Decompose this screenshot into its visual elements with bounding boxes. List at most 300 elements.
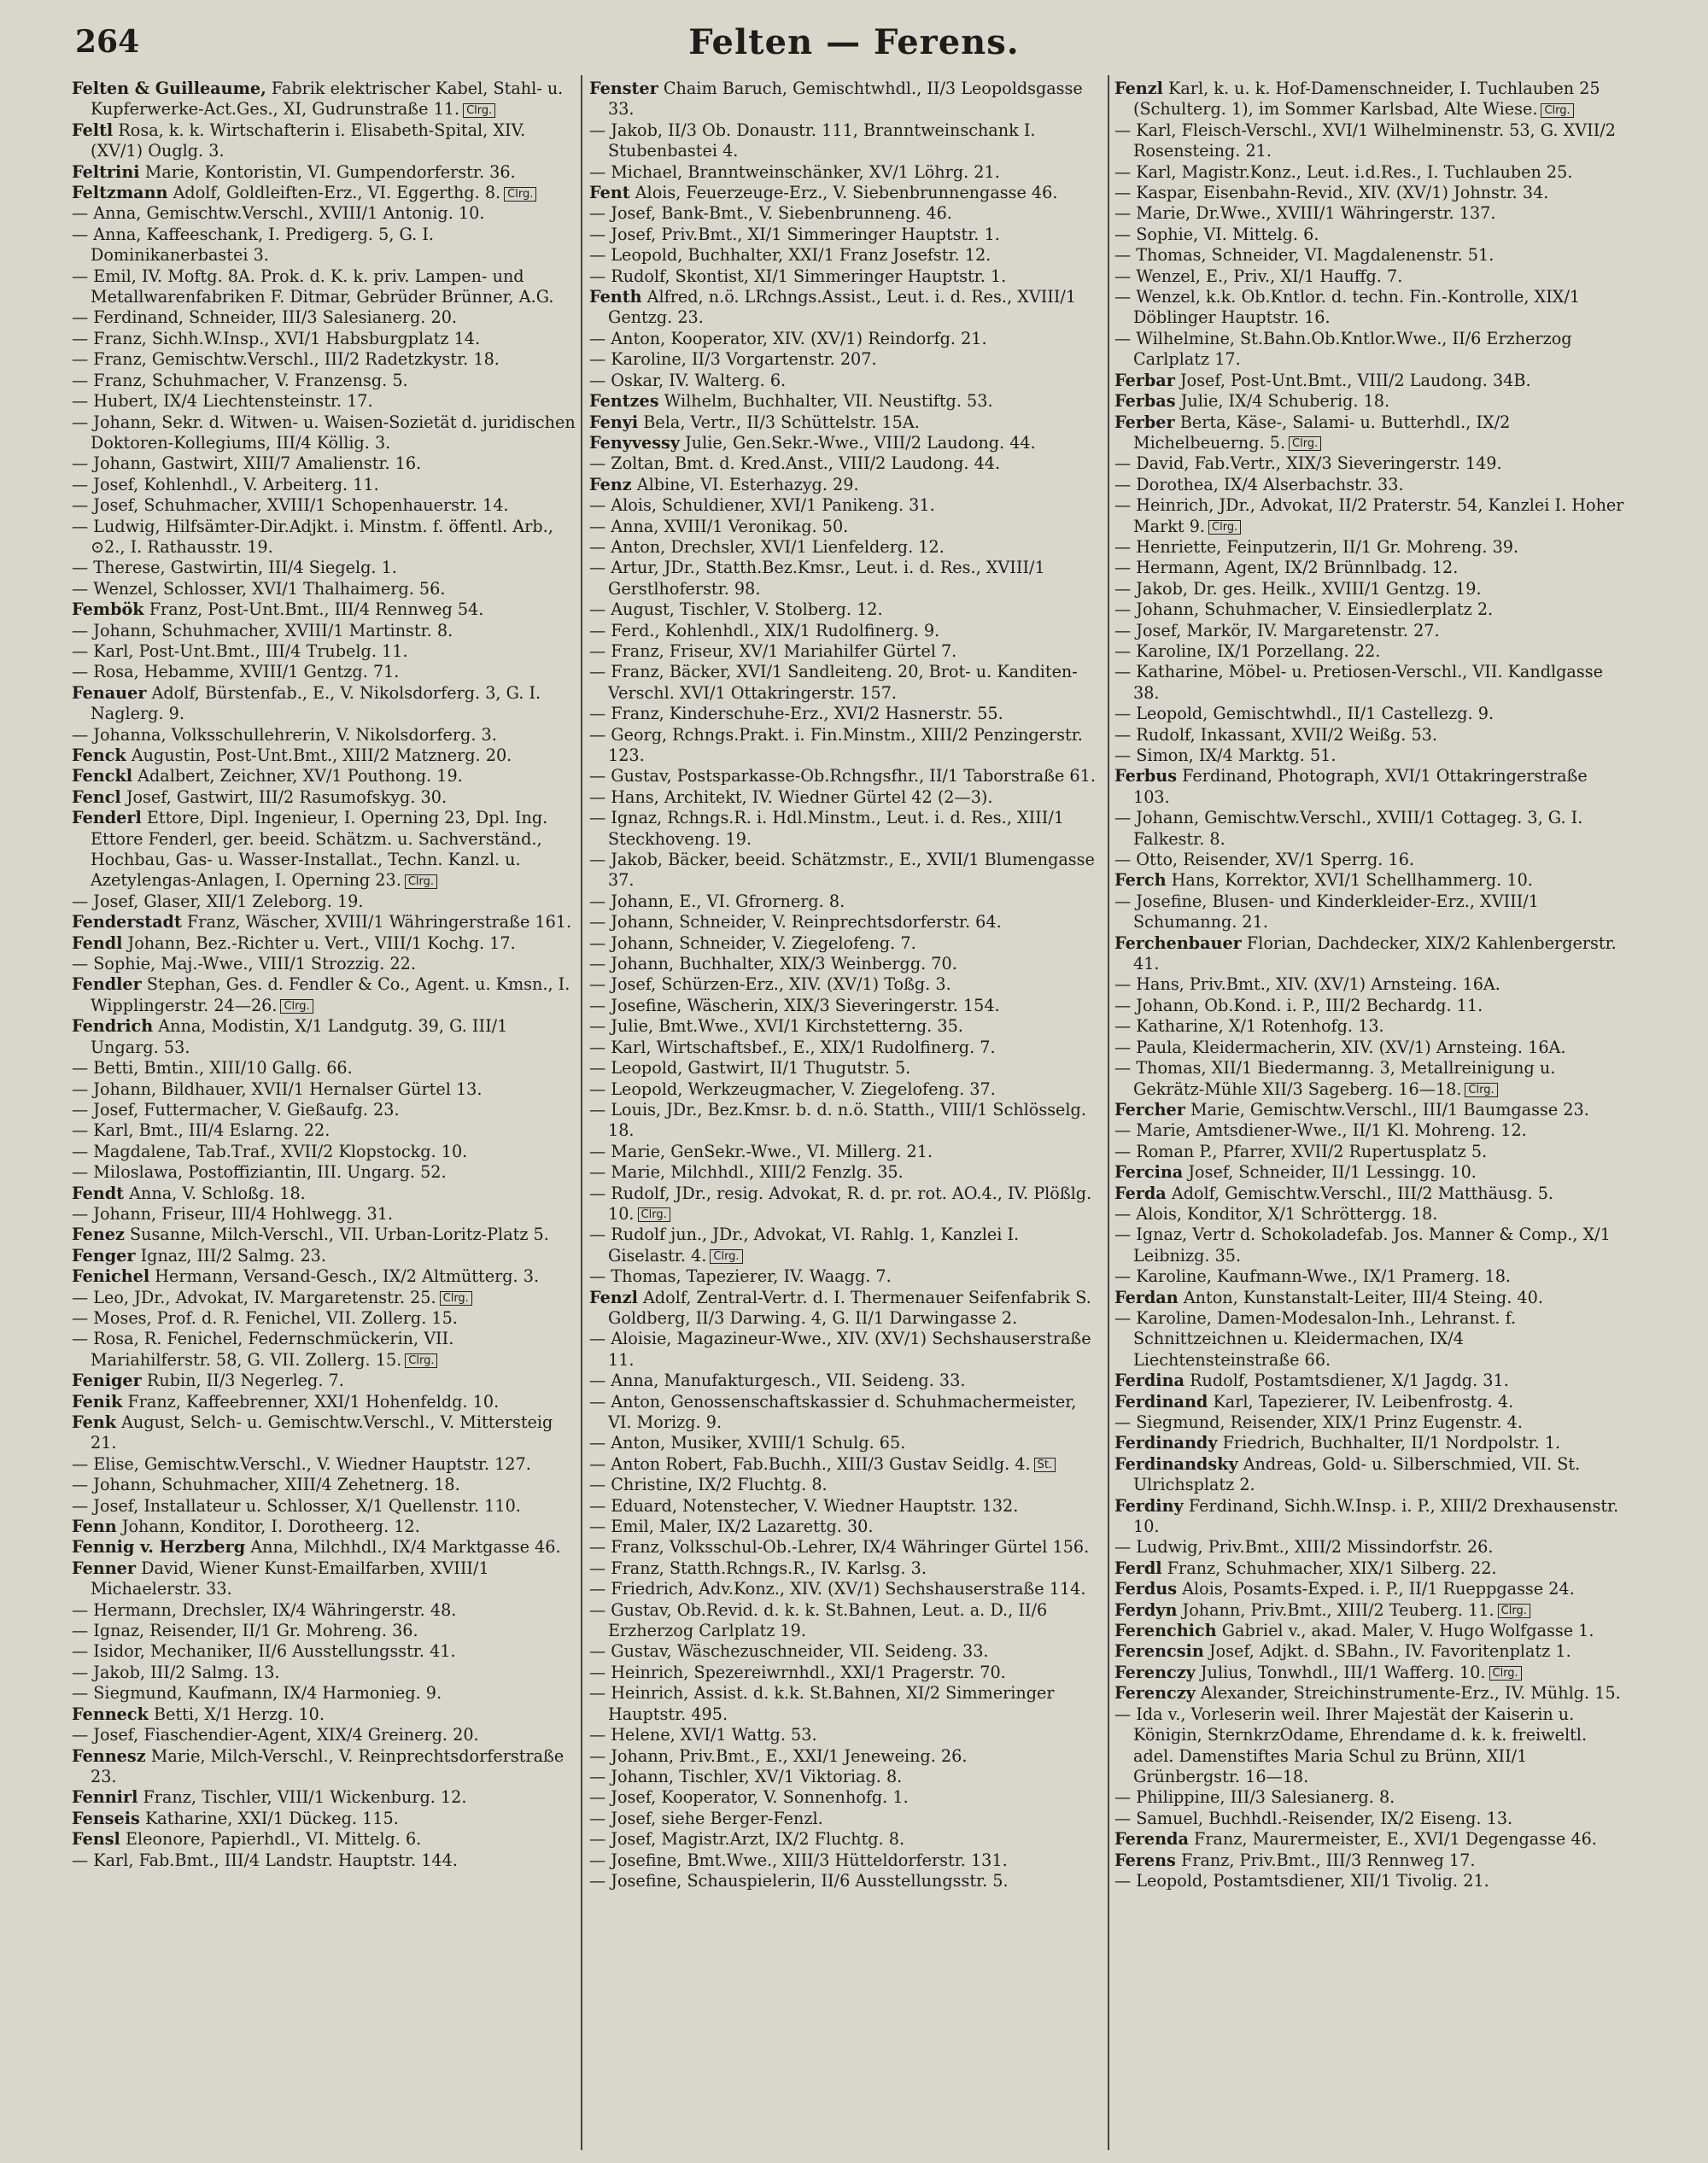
entry-details: — Karl, Fab.Bmt., III/4 Landstr. Hauptstr. 144. xyxy=(72,1850,458,1870)
directory-entry xyxy=(589,537,1102,558)
entry-details: Albine, VI. Esterhazyg. 29. xyxy=(636,474,859,494)
entry-details: — Katharine, Möbel- u. Pretiosen-Verschl., VII. Kandlgasse 38. xyxy=(1114,662,1603,703)
directory-entry xyxy=(589,1184,1102,1225)
directory-entry xyxy=(72,1288,576,1308)
entry-details: Ferdinand, Sichh.W.Insp. i. P., XIII/2 Drexhausenstr. 10. xyxy=(1133,1495,1619,1537)
entry-details: — Hans, Architekt, IV. Wiedner Gürtel 42 (2—3). xyxy=(589,786,993,807)
entry-surname: Fent xyxy=(589,183,630,203)
entry-details: Marie, Kontoristin, VI. Gumpendorferstr. 36. xyxy=(144,161,516,182)
entry-surname: Fenster xyxy=(589,79,658,98)
directory-entry xyxy=(1114,974,1627,995)
entry-surname: Fembök xyxy=(72,599,144,620)
directory-entry xyxy=(72,1704,576,1725)
entry-details: — Josefine, Schauspielerin, II/6 Ausstellungsstr. 5. xyxy=(589,1870,1009,1891)
entry-details: — Johann, Gemischtw.Verschl., XVIII/1 Cottageg. 3, G. I. Falkestr. 8. xyxy=(1114,808,1583,849)
directory-entry xyxy=(72,933,576,954)
directory-entry xyxy=(72,1058,576,1079)
directory-entry xyxy=(1114,475,1627,495)
entry-surname: Ferdl xyxy=(1114,1558,1162,1578)
directory-entry xyxy=(72,1537,576,1558)
entry-details: — Josef, Installateur u. Schlosser, X/1 Quellenstr. 110. xyxy=(72,1495,521,1516)
directory-entry xyxy=(1114,1871,1627,1891)
directory-entry xyxy=(589,1600,1102,1642)
entry-details: — Marie, Dr.Wwe., XVIII/1 Währingerstr. 137. xyxy=(1114,203,1496,224)
entry-surname: Fendrich xyxy=(72,1016,154,1037)
entry-details: — Johann, E., VI. Gfrornerg. 8. xyxy=(589,891,845,911)
entry-details: — Magdalene, Tab.Traf., XVII/2 Klopstockg. 10. xyxy=(72,1141,468,1161)
entry-details: — Josef, Schuhmacher, XVIII/1 Schopenhauerstr. 14. xyxy=(72,495,509,516)
entry-details: Alois, Posamts-Exped. i. P., II/1 Rueppgasse 24. xyxy=(1182,1579,1575,1599)
directory-entry xyxy=(72,1184,576,1204)
entry-details: Franz, Schuhmacher, XIX/1 Silberg. 22. xyxy=(1167,1558,1497,1578)
entry-details: — Gustav, Ob.Revid. d. k. k. St.Bahnen, Leut. a. D., II/6 Erzherzog Carlplatz 19. xyxy=(589,1599,1048,1641)
directory-entry xyxy=(1114,1038,1627,1058)
entry-details: Augustin, Post-Unt.Bmt., XIII/2 Matznerg. 20. xyxy=(131,745,512,765)
entry-details: Ettore, Dipl. Ingenieur, I. Operning 23, Dpl. Ing. Ettore Fenderl, ger. beeid. Schätzm. u. Sachverständ., Hochbau, Gas- u. Wasser-Installat., Techn. Kanzl. u. Azetylengas-Anlagen, I. Operning 23. xyxy=(91,808,548,891)
entry-details: Hans, Korrektor, XVI/1 Schellhammerg. 10. xyxy=(1171,870,1533,891)
directory-entry xyxy=(72,349,576,370)
entry-surname: Fenzl xyxy=(1114,79,1163,98)
entry-details: — Isidor, Mechaniker, II/6 Ausstellungsstr. 41. xyxy=(72,1641,456,1662)
directory-entry xyxy=(72,495,576,516)
directory-entry xyxy=(589,79,1102,120)
entry-details: — Dorothea, IX/4 Alserbachstr. 33. xyxy=(1114,474,1404,494)
entry-details: — Roman P., Pfarrer, XVII/2 Rupertusplatz 5. xyxy=(1114,1141,1488,1161)
entry-details: — Oskar, IV. Walterg. 6. xyxy=(589,370,787,390)
entry-details: — Johann, Schuhmacher, XVIII/1 Martinstr. 8. xyxy=(72,620,453,640)
directory-entry xyxy=(72,475,576,495)
entry-details: — Johann, Bildhauer, XVII/1 Hernalser Gürtel 13. xyxy=(72,1079,483,1099)
directory-entry xyxy=(1114,1308,1627,1371)
entry-surname: Ferens xyxy=(1114,1850,1176,1870)
entry-surname: Ferenchich xyxy=(1114,1621,1217,1641)
directory-entry xyxy=(72,1558,576,1600)
entry-surname: Ferdus xyxy=(1114,1579,1178,1599)
entry-details: — Rudolf, Skontist, XI/1 Simmeringer Hauptstr. 1. xyxy=(589,266,1007,286)
directory-entry xyxy=(589,1371,1102,1391)
directory-entry xyxy=(72,1809,576,1829)
directory-entry xyxy=(72,808,576,892)
directory-entry xyxy=(589,266,1102,287)
entry-details: — Leopold, Werkzeugmacher, V. Ziegelofeng. 37. xyxy=(589,1079,996,1099)
entry-details: Anna, Modistin, X/1 Landgutg. 39, G. III/1 Ungarg. 53. xyxy=(91,1016,508,1057)
entry-details: — Miloslawa, Postoffiziantin, III. Ungarg. 52. xyxy=(72,1162,447,1183)
directory-entry xyxy=(72,1850,576,1871)
directory-entry xyxy=(589,517,1102,537)
entry-details: — Hubert, IX/4 Liechtensteinstr. 17. xyxy=(72,391,373,412)
directory-entry xyxy=(589,245,1102,266)
directory-entry xyxy=(589,725,1102,767)
entry-surname: Fenk xyxy=(72,1412,117,1432)
entry-surname: Fennirl xyxy=(72,1787,138,1808)
directory-entry xyxy=(72,1517,576,1537)
entry-details: Florian, Dachdecker, XIX/2 Kahlenbergerstr. 41. xyxy=(1133,932,1617,974)
directory-entry xyxy=(72,412,576,454)
column-right xyxy=(1114,79,1627,2149)
directory-entry xyxy=(589,704,1102,724)
entry-details: — Wenzel, k.k. Ob.Kntlor. d. techn. Fin.-Kontrolle, XIX/1 Döblinger Hauptstr. 16. xyxy=(1114,287,1581,328)
entry-details: — Johann, Sekr. d. Witwen- u. Waisen-Sozietät d. juridischen Doktoren-Kollegiums, III/4 Köllig. 3. xyxy=(72,412,576,453)
entry-details: Hermann, Versand-Gesch., IX/2 Altmütterg. 3. xyxy=(155,1266,540,1287)
directory-entry xyxy=(72,1621,576,1641)
entry-surname: Fenez xyxy=(72,1225,125,1245)
directory-entry xyxy=(589,1850,1102,1871)
directory-entry xyxy=(1114,203,1627,224)
directory-entry xyxy=(1114,870,1627,891)
directory-entry xyxy=(589,1329,1102,1371)
entry-details: — Louis, JDr., Bez.Kmsr. b. d. n.ö. Statth., VIII/1 Schlösselg. 18. xyxy=(589,1099,1086,1141)
directory-entry xyxy=(1114,1058,1627,1100)
entry-surname: Fenyvessy xyxy=(589,432,680,453)
directory-entry xyxy=(589,1038,1102,1058)
directory-entry xyxy=(589,433,1102,453)
entry-details: — Josef, Kohlenhdl., V. Arbeiterg. 11. xyxy=(72,474,379,494)
entry-surname: Fenger xyxy=(72,1245,136,1266)
directory-entry xyxy=(589,787,1102,808)
entry-details: — Josef, Glaser, XII/1 Zeleborg. 19. xyxy=(72,891,364,911)
entry-details: — Leopold, Gemischtwhdl., II/1 Castellezg. 9. xyxy=(1114,704,1494,724)
directory-entry xyxy=(1114,1142,1627,1162)
entry-details: Karl, k. u. k. Hof-Damenschneider, I. Tuchlauben 25 (Schulterg. 1), im Sommer Karlsbad, Alte Wiese. xyxy=(1133,79,1600,120)
entry-details: — Marie, Milchhdl., XIII/2 Fenzlg. 35. xyxy=(589,1162,904,1183)
clearing-badge: Clrg. xyxy=(1498,1604,1530,1618)
entry-details: Katharine, XXI/1 Dückeg. 115. xyxy=(144,1808,399,1828)
directory-entry xyxy=(1114,1392,1627,1412)
entry-surname: Ferch xyxy=(1114,870,1167,891)
entry-details: — Aloisie, Magazineur-Wwe., XIV. (XV/1) Sechshauserstraße 11. xyxy=(589,1329,1091,1370)
entry-details: Johann, Bez.-Richter u. Vert., VIII/1 Kochg. 17. xyxy=(127,932,516,953)
directory-entry xyxy=(72,1142,576,1162)
directory-entry xyxy=(72,1079,576,1100)
entry-details: — Marie, Amtsdiener-Wwe., II/1 Kl. Mohreng. 12. xyxy=(1114,1120,1527,1141)
directory-entry xyxy=(72,1204,576,1225)
entry-details: August, Selch- u. Gemischtw.Verschl., V. Mittersteig 21. xyxy=(91,1412,553,1453)
directory-entry xyxy=(589,1079,1102,1100)
entry-details: — Johann, Friseur, III/4 Hohlwegg. 31. xyxy=(72,1203,394,1224)
entry-details: Betti, X/1 Herzg. 10. xyxy=(153,1704,325,1724)
directory-entry xyxy=(1114,1787,1627,1808)
directory-entry xyxy=(1114,371,1627,391)
directory-entry xyxy=(72,745,576,766)
entry-details: — Jakob, Dr. ges. Heilk., XVIII/1 Gentzg. 19. xyxy=(1114,578,1482,599)
entry-details: Wilhelm, Buchhalter, VII. Neustiftg. 53. xyxy=(664,391,993,412)
entry-details: — Anna, Kaffeeschank, I. Predigerg. 5, G. I. Dominikanerbastei 3. xyxy=(72,224,435,266)
entry-details: — Anton, Genossenschaftskassier d. Schuhmachermeister, VI. Morizg. 9. xyxy=(589,1391,1077,1432)
entry-details: — Sophie, Maj.-Wwe., VIII/1 Strozzig. 22. xyxy=(72,954,416,974)
directory-entry xyxy=(589,1058,1102,1079)
entry-details: — Wenzel, E., Priv., XI/1 Hauffg. 7. xyxy=(1114,266,1403,286)
directory-entry xyxy=(1114,79,1627,120)
directory-entry xyxy=(1114,579,1627,599)
directory-entry xyxy=(72,725,576,745)
directory-entry xyxy=(72,162,576,183)
directory-entry xyxy=(1114,225,1627,245)
entry-details: — Ludwig, Hilfsämter-Dir.Adjkt. i. Minstm. f. öffentl. Arb., ⊙2., I. Rathausstr. 19. xyxy=(72,516,553,557)
entry-details: — Alois, Konditor, X/1 Schröttergg. 18. xyxy=(1114,1203,1438,1224)
entry-surname: Fenz xyxy=(589,474,632,494)
entry-details: — Zoltan, Bmt. d. Kred.Anst., VIII/2 Laudong. 44. xyxy=(589,453,1001,474)
entry-details: — Eduard, Notenstecher, V. Wiedner Hauptstr. 132. xyxy=(589,1495,1019,1516)
clearing-badge: St. xyxy=(1034,1458,1056,1472)
directory-entry xyxy=(589,1454,1102,1475)
directory-entry xyxy=(72,120,576,162)
directory-entry xyxy=(72,203,576,224)
entry-surname: Fentzes xyxy=(589,391,659,412)
directory-entry xyxy=(589,1162,1102,1183)
entry-details: — Rudolf, JDr., resig. Advokat, R. d. pr. rot. AO.4., IV. Plößlg. 10. xyxy=(589,1183,1092,1224)
running-head: Felten — Ferens. xyxy=(688,22,1020,62)
directory-entry xyxy=(1114,892,1627,933)
directory-entry xyxy=(1114,933,1627,975)
column-middle xyxy=(589,79,1102,2149)
directory-entry xyxy=(1114,1371,1627,1391)
directory-entry xyxy=(589,412,1102,433)
directory-entry xyxy=(72,1162,576,1183)
entry-details: Johann, Konditor, I. Dorotheerg. 12. xyxy=(121,1517,420,1537)
entry-surname: Fenyi xyxy=(589,412,639,432)
entry-details: Karl, Tapezierer, IV. Leibenfrostg. 4. xyxy=(1213,1391,1514,1412)
directory-entry xyxy=(72,1746,576,1788)
directory-entry xyxy=(1114,599,1627,620)
entry-details: Adolf, Zentral-Vertr. d. I. Thermenauer Seifenfabrik S. Goldberg, II/3 Darwing. 4, G. II/1 Darwingasse 2. xyxy=(608,1287,1091,1328)
entry-details: — Franz, Statth.Rchngs.R., IV. Karlsg. 3. xyxy=(589,1558,927,1578)
clearing-badge: Clrg. xyxy=(440,1291,472,1306)
clearing-badge: Clrg. xyxy=(463,103,495,118)
directory-entry xyxy=(589,495,1102,516)
entry-details: — Helene, XVI/1 Wattg. 53. xyxy=(589,1725,817,1745)
directory-entry xyxy=(589,1663,1102,1683)
entry-details: — Karl, Magistr.Konz., Leut. i.d.Res., I. Tuchlauben 25. xyxy=(1114,161,1573,182)
entry-surname: Fenderl xyxy=(72,808,142,828)
entry-details: Bela, Vertr., II/3 Schüttelstr. 15A. xyxy=(643,412,920,432)
entry-details: — Anton, Musiker, XVIII/1 Schulg. 65. xyxy=(589,1433,906,1453)
directory-entry xyxy=(72,1829,576,1850)
directory-entry xyxy=(1114,1016,1627,1037)
entry-details: — Josef, Fiaschendier-Agent, XIX/4 Greinerg. 20. xyxy=(72,1725,479,1745)
entry-details: — Jakob, II/3 Ob. Donaustr. 111, Branntweinschank I. Stubenbastei 4. xyxy=(589,120,1036,161)
entry-details: Josef, Gastwirt, III/2 Rasumofskyg. 30. xyxy=(126,786,447,807)
clearing-badge: Clrg. xyxy=(638,1207,670,1222)
entry-details: — Leo, JDr., Advokat, IV. Margaretenstr. 25. xyxy=(72,1287,436,1307)
directory-entry xyxy=(72,79,576,120)
entry-surname: Ferdinandy xyxy=(1114,1433,1218,1453)
entry-details: Anna, V. Schloßg. 18. xyxy=(129,1183,306,1203)
entry-details: Franz, Tischler, VIII/1 Wickenburg. 12. xyxy=(143,1787,467,1808)
entry-surname: Fenseis xyxy=(72,1808,140,1828)
entry-details: Adalbert, Zeichner, XV/1 Pouthong. 19. xyxy=(137,766,463,786)
directory-entry xyxy=(1114,766,1627,808)
entry-details: — Josef, siehe Berger-Fenzl. xyxy=(589,1808,823,1828)
directory-entry xyxy=(72,1329,576,1371)
entry-details: — Otto, Reisender, XV/1 Sperrg. 16. xyxy=(1114,850,1414,870)
entry-details: — Wenzel, Schlosser, XVI/1 Thalhaimerg. 56. xyxy=(72,578,446,599)
entry-details: — Emil, Maler, IX/2 Lazarettg. 30. xyxy=(589,1517,874,1537)
entry-details: — Rosa, Hebamme, XVIII/1 Gentzg. 71. xyxy=(72,662,400,682)
entry-details: — Johann, Tischler, XV/1 Viktoriag. 8. xyxy=(589,1766,903,1786)
entry-surname: Fenckl xyxy=(72,766,132,786)
directory-entry xyxy=(1114,1704,1627,1788)
entry-details: Josef, Adjkt. d. SBahn., IV. Favoritenplatz 1. xyxy=(1208,1641,1571,1662)
directory-entry xyxy=(1114,183,1627,203)
entry-details: — Karoline, IX/1 Porzellang. 22. xyxy=(1114,640,1381,661)
directory-entry xyxy=(589,1725,1102,1745)
entry-details: Eleonore, Papierhdl., VI. Mittelg. 6. xyxy=(125,1829,422,1850)
entry-details: — Heinrich, Assist. d. k.k. St.Bahnen, XI/2 Simmeringer Hauptstr. 495. xyxy=(589,1683,1055,1724)
directory-entry xyxy=(589,162,1102,183)
directory-entry xyxy=(72,1308,576,1329)
entry-surname: Ferchenbauer xyxy=(1114,932,1242,953)
directory-entry xyxy=(72,266,576,308)
entry-details: Andreas, Gold- u. Silberschmied, VII. St. Ulrichsplatz 2. xyxy=(1133,1453,1581,1495)
directory-entry xyxy=(1114,725,1627,745)
entry-details: — Gustav, Postsparkasse-Ob.Rchngsfhr., II/1 Taborstraße 61. xyxy=(589,766,1096,786)
entry-details: — Karl, Fleisch-Verschl., XVI/1 Wilhelminenstr. 53, G. XVII/2 Rosensteing. 21. xyxy=(1114,120,1616,161)
entry-details: — Friedrich, Adv.Konz., XIV. (XV/1) Sechshauserstraße 114. xyxy=(589,1579,1086,1599)
entry-details: — Anna, Manufakturgesch., VII. Seideng. 33. xyxy=(589,1371,966,1391)
directory-entry xyxy=(72,307,576,328)
directory-entry xyxy=(589,349,1102,370)
entry-details: Alexander, Streichinstrumente-Erz., IV. Mühlg. 15. xyxy=(1200,1683,1621,1704)
directory-entry xyxy=(589,558,1102,599)
directory-entry xyxy=(589,1142,1102,1162)
entry-details: Adolf, Bürstenfab., E., V. Nikolsdorferg. 3, G. I. Naglerg. 9. xyxy=(91,682,541,724)
entry-details: — Leopold, Buchhalter, XXI/1 Franz Josefstr. 12. xyxy=(589,245,991,266)
directory-entry xyxy=(1114,453,1627,474)
entry-details: — Paula, Kleidermacherin, XIV. (XV/1) Arnsteing. 16A. xyxy=(1114,1037,1566,1057)
entry-details: — Thomas, Schneider, VI. Magdalenenstr. 51. xyxy=(1114,245,1494,266)
directory-entry xyxy=(1114,245,1627,266)
entry-details: Alfred, n.ö. LRchngs.Assist., Leut. i. d. Res., XVIII/1 Gentzg. 23. xyxy=(608,287,1077,328)
entry-details: — Philippine, III/3 Salesianerg. 8. xyxy=(1114,1787,1395,1808)
entry-surname: Fercina xyxy=(1114,1162,1184,1183)
entry-details: — Heinrich, Spezereiwrnhdl., XXI/1 Pragerstr. 70. xyxy=(589,1662,1006,1682)
entry-details: — Anton Robert, Fab.Buchh., XIII/3 Gustav Seidlg. 4. xyxy=(589,1453,1031,1474)
entry-details: — Georg, Rchngs.Prakt. i. Fin.Minstm., XIII/2 Penzingerstr. 123. xyxy=(589,724,1083,765)
directory-entry xyxy=(72,621,576,641)
entry-surname: Ferbar xyxy=(1114,370,1175,390)
entry-details: — Johann, Buchhalter, XIX/3 Weinbergg. 70. xyxy=(589,954,957,974)
directory-entry xyxy=(72,662,576,682)
directory-entry xyxy=(72,1371,576,1391)
entry-details: Julie, Gen.Sekr.-Wwe., VIII/2 Laudong. 44. xyxy=(685,432,1036,453)
entry-details: — Kaspar, Eisenbahn-Revid., XIV. (XV/1) Johnstr. 34. xyxy=(1114,183,1549,203)
clearing-badge: Clrg. xyxy=(1489,1666,1522,1681)
entry-surname: Fenichel xyxy=(72,1266,150,1287)
entry-surname: Ferdyn xyxy=(1114,1599,1178,1620)
entry-details: — Katharine, X/1 Rotenhofg. 13. xyxy=(1114,1016,1384,1037)
directory-entry xyxy=(589,1537,1102,1558)
entry-details: — Rudolf jun., JDr., Advokat, VI. Rahlg. 1, Kanzlei I. Giselastr. 4. xyxy=(589,1225,1020,1266)
directory-entry xyxy=(589,974,1102,995)
directory-entry xyxy=(1114,1184,1627,1204)
directory-entry xyxy=(72,183,576,203)
entry-details: Rubin, II/3 Negerleg. 7. xyxy=(146,1371,344,1391)
directory-entry xyxy=(72,453,576,474)
directory-entry xyxy=(72,391,576,412)
directory-entry xyxy=(1114,1288,1627,1308)
entry-surname: Ferbus xyxy=(1114,766,1178,786)
directory-entry xyxy=(72,1454,576,1475)
directory-entry xyxy=(72,1225,576,1245)
entry-details: — Moses, Prof. d. R. Fenichel, VII. Zollerg. 15. xyxy=(72,1307,458,1328)
directory-entry xyxy=(1114,1683,1627,1704)
entry-surname: Fendler xyxy=(72,974,142,995)
entry-details: — Marie, GenSekr.-Wwe., VI. Millerg. 21. xyxy=(589,1141,933,1161)
entry-surname: Ferdan xyxy=(1114,1287,1179,1307)
entry-details: Gabriel v., akad. Maler, V. Hugo Wolfgasse 1. xyxy=(1221,1621,1594,1641)
entry-surname: Ferdinand xyxy=(1114,1391,1208,1412)
directory-entry xyxy=(1114,808,1627,850)
entry-surname: Fenneck xyxy=(72,1704,149,1724)
directory-entry xyxy=(589,1579,1102,1599)
directory-entry xyxy=(1114,391,1627,412)
directory-entry xyxy=(1114,996,1627,1016)
column-left xyxy=(72,79,576,2149)
entry-details: Alois, Feuerzeuge-Erz., V. Siebenbrunnengasse 46. xyxy=(635,183,1058,203)
directory-entry xyxy=(1114,621,1627,641)
entry-surname: Fendl xyxy=(72,932,123,953)
entry-details: David, Wiener Kunst-Emailfarben, XVIII/1 Michaelerstr. 33. xyxy=(91,1558,489,1599)
entry-surname: Feniger xyxy=(72,1371,142,1391)
entry-details: — Karoline, Damen-Modesalon-Inh., Lehranst. f. Schnittzeichnen u. Kleidermachen, IX/4 Liechtensteinstraße 66. xyxy=(1114,1307,1517,1370)
directory-entry xyxy=(589,1558,1102,1579)
entry-details: — Anton, Drechsler, XVI/1 Lienfelderg. 12. xyxy=(589,536,945,557)
entry-details: — Ignaz, Rchngs.R. i. Hdl.Minstm., Leut. i. d. Res., XIII/1 Steckhoveng. 19. xyxy=(589,808,1065,849)
entry-details: — Josef, Kooperator, V. Sonnenhofg. 1. xyxy=(589,1787,909,1808)
entry-details: — Anna, XVIII/1 Veronikag. 50. xyxy=(589,516,849,536)
directory-entry xyxy=(589,120,1102,162)
directory-entry xyxy=(589,1016,1102,1037)
directory-entry xyxy=(72,954,576,974)
entry-details: — Gustav, Wäschezuschneider, VII. Seideng. 33. xyxy=(589,1641,989,1662)
entry-surname: Fenck xyxy=(72,745,126,765)
entry-details: — Johanna, Volksschullehrerin, V. Nikolsdorferg. 3. xyxy=(72,724,497,745)
directory-entry xyxy=(1114,162,1627,183)
directory-entry xyxy=(589,183,1102,203)
entry-details: — Ferd., Kohlenhdl., XIX/1 Rudolfinerg. 9. xyxy=(589,620,940,640)
entry-surname: Fenner xyxy=(72,1558,136,1578)
directory-entry xyxy=(1114,120,1627,162)
directory-entry xyxy=(1114,1600,1627,1621)
clearing-badge: Clrg. xyxy=(1541,103,1573,118)
entry-details: — Hermann, Drechsler, IX/4 Währingerstr. 48. xyxy=(72,1599,457,1620)
directory-entry xyxy=(589,1871,1102,1891)
entry-details: — Ludwig, Priv.Bmt., XIII/2 Missindorfstr. 26. xyxy=(1114,1537,1494,1558)
entry-details: Josef, Schneider, II/1 Lessingg. 10. xyxy=(1188,1162,1477,1183)
directory-entry xyxy=(589,621,1102,641)
directory-entry xyxy=(72,787,576,808)
directory-entry xyxy=(1114,1809,1627,1829)
directory-entry xyxy=(1114,1433,1627,1453)
entry-details: — Christine, IX/2 Fluchtg. 8. xyxy=(589,1475,828,1495)
entry-details: Ignaz, III/2 Salmg. 23. xyxy=(140,1245,326,1266)
directory-entry xyxy=(1114,1850,1627,1871)
entry-details: Marie, Milch-Verschl., V. Reinprechtsdorferstraße 23. xyxy=(91,1745,564,1786)
entry-details: — Emil, IV. Moftg. 8A. Prok. d. K. k. priv. Lampen- und Metallwarenfabriken F. Ditmar, Gebrüder Brünner, A.G. xyxy=(72,266,554,307)
clearing-badge: Clrg. xyxy=(280,999,313,1014)
directory-entry xyxy=(589,453,1102,474)
directory-entry xyxy=(1114,1558,1627,1579)
directory-entry xyxy=(589,892,1102,912)
entry-details: Franz, Maurermeister, E., XVI/1 Degengasse 46. xyxy=(1194,1829,1597,1850)
entry-details: — Franz, Bäcker, XVI/1 Sandleiteng. 20, Brot- u. Kanditen-Verschl. XVI/1 Ottakringerstr. 157. xyxy=(589,662,1078,703)
entry-details: — Josef, Futtermacher, V. Gießaufg. 23. xyxy=(72,1099,400,1119)
entry-details: Susanne, Milch-Verschl., VII. Urban-Loritz-Platz 5. xyxy=(129,1225,549,1245)
entry-details: Adolf, Goldleiften-Erz., VI. Eggerthg. 8. xyxy=(173,183,501,203)
directory-entry xyxy=(72,1683,576,1704)
directory-entry xyxy=(1114,1225,1627,1266)
entry-details: — Artur, JDr., Statth.Bez.Kmsr., Leut. i. d. Res., XVIII/1 Gerstlhoferstr. 98. xyxy=(589,558,1045,599)
